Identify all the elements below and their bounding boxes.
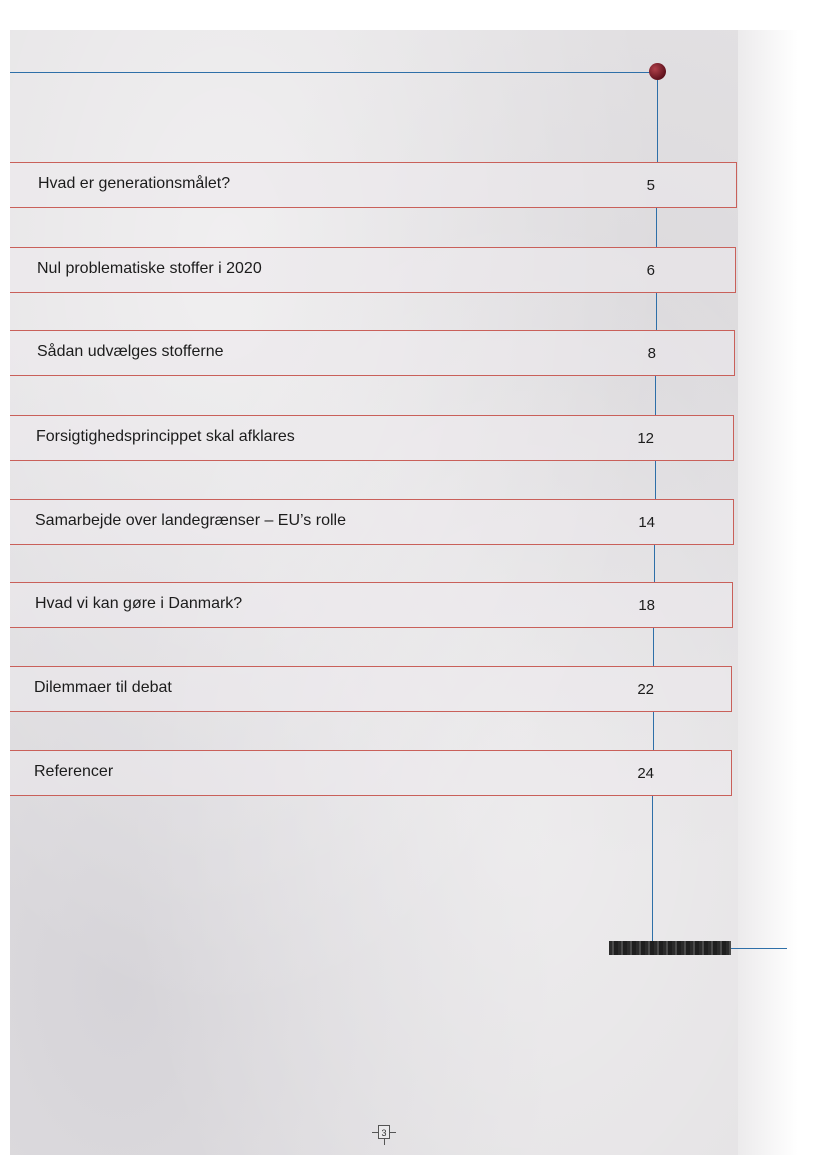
- toc-entry-title: Samarbejde over landegrænser – EU’s rolle: [35, 512, 346, 529]
- connector-line: [655, 376, 656, 415]
- top-rule-line: [10, 72, 658, 73]
- toc-entry-title: Dilemmaer til debat: [34, 679, 172, 696]
- toc-entry[interactable]: [10, 666, 732, 712]
- toc-entry-page: 18: [638, 597, 655, 614]
- toc-entry[interactable]: [10, 582, 733, 628]
- toc-entry[interactable]: [10, 162, 737, 208]
- connector-line: [654, 544, 655, 582]
- connector-line: [653, 628, 654, 666]
- bar-extension-line: [731, 948, 787, 949]
- toc-entry-title: Referencer: [34, 763, 114, 780]
- toc-entry[interactable]: [10, 750, 732, 796]
- red-dot-ornament: [649, 63, 666, 80]
- page-edge-shadow: [738, 30, 798, 1155]
- toc-entry[interactable]: [10, 330, 735, 376]
- toc-entry-page: 14: [638, 514, 655, 531]
- page-number-tick: [390, 1132, 396, 1133]
- toc-entry-title: Nul problematiske stoffer i 2020: [37, 260, 262, 277]
- connector-line: [655, 461, 656, 499]
- toc-entry-page: 5: [646, 177, 655, 194]
- toc-entry-page: 6: [646, 262, 655, 279]
- toc-entry-title: Sådan udvælges stofferne: [37, 343, 224, 360]
- dark-textured-bar: [609, 941, 731, 955]
- toc-entry[interactable]: [10, 247, 736, 293]
- connector-line: [656, 208, 657, 247]
- connector-line: [657, 80, 658, 162]
- toc-entry[interactable]: [10, 415, 734, 461]
- toc-entry-page: 8: [647, 345, 656, 362]
- toc-entry-page: 12: [637, 430, 654, 447]
- toc-entry-title: Forsigtighedsprincippet skal afklares: [36, 428, 295, 445]
- page-number: 3: [378, 1125, 390, 1139]
- toc-entry-title: Hvad er generationsmålet?: [38, 175, 231, 192]
- connector-line: [656, 293, 657, 330]
- toc-entry[interactable]: [10, 499, 734, 545]
- toc-entry-page: 22: [637, 681, 654, 698]
- toc-entry-title: Hvad vi kan gøre i Danmark?: [35, 595, 243, 612]
- toc-entry-page: 24: [637, 765, 654, 782]
- connector-line: [652, 796, 653, 942]
- connector-line: [653, 712, 654, 750]
